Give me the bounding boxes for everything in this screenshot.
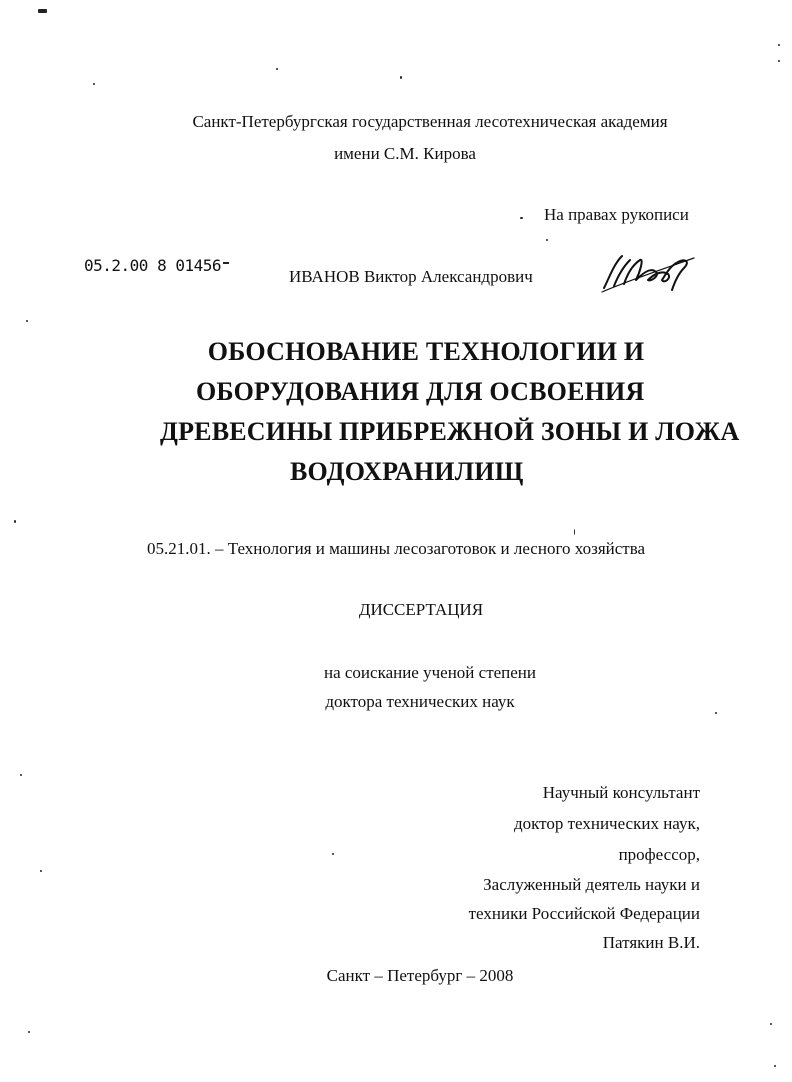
specialty-code: 05.21.01. – Технология и машины лесозаготовок и лесного хозяйства: [147, 539, 646, 558]
scan-dot: [520, 217, 523, 219]
scan-dot: [26, 320, 28, 322]
scan-dot: [778, 60, 780, 62]
degree-line-2: доктора технических наук: [325, 692, 515, 711]
scan-dot: [93, 83, 95, 85]
scan-dot: [774, 1065, 776, 1067]
dissertation-title-line-1: ОБОСНОВАНИЕ ТЕХНОЛОГИИ И: [207, 337, 645, 366]
degree-line-1: на соискание ученой степени: [323, 663, 537, 682]
scan-dot: [28, 1031, 30, 1033]
consultant-rank: профессор,: [618, 845, 700, 864]
scan-dot: [770, 1023, 772, 1025]
consultant-degree: доктор технических наук,: [513, 814, 700, 833]
dissertation-title-line-3: ДРЕВЕСИНЫ ПРИБРЕЖНОЙ ЗОНЫ И ЛОЖА: [160, 417, 740, 446]
library-stamp-code: 05.2.00 8 01456: [84, 256, 221, 275]
scan-dot: [546, 239, 548, 241]
scan-dot: [715, 712, 717, 714]
scan-dot: [20, 774, 22, 776]
consultant-label: Научный консультант: [542, 783, 700, 802]
scan-dot: [40, 870, 42, 872]
scan-dot: [400, 76, 402, 79]
consultant-honor-line-2: техники Российской Федерации: [468, 904, 700, 923]
consultant-honor-line-1: Заслуженный деятель науки и: [483, 875, 700, 894]
scan-dot: [14, 520, 16, 523]
dissertation-title-line-4: ВОДОХРАНИЛИЩ: [290, 457, 524, 486]
dissertation-title-line-2: ОБОРУДОВАНИЯ ДЛЯ ОСВОЕНИЯ: [196, 377, 645, 406]
author-name: ИВАНОВ Виктор Александрович: [289, 267, 533, 286]
scan-dot: [276, 68, 278, 70]
scan-dot: [574, 529, 575, 535]
document-type: ДИССЕРТАЦИЯ: [358, 600, 484, 619]
stamp-dash: [223, 262, 229, 264]
institution-dedication: имени С.М. Кирова: [334, 144, 476, 163]
scan-dot: [332, 853, 334, 855]
consultant-name: Патякин В.И.: [602, 933, 700, 952]
place-and-year: Санкт – Петербург – 2008: [326, 966, 514, 985]
scan-dot: [778, 44, 780, 46]
manuscript-rights-note: На правах рукописи: [544, 205, 689, 224]
handwritten-signature: [600, 250, 696, 294]
scan-mark: [38, 9, 47, 13]
institution-name: Санкт-Петербургская государственная лесотехническая академия: [192, 112, 668, 131]
